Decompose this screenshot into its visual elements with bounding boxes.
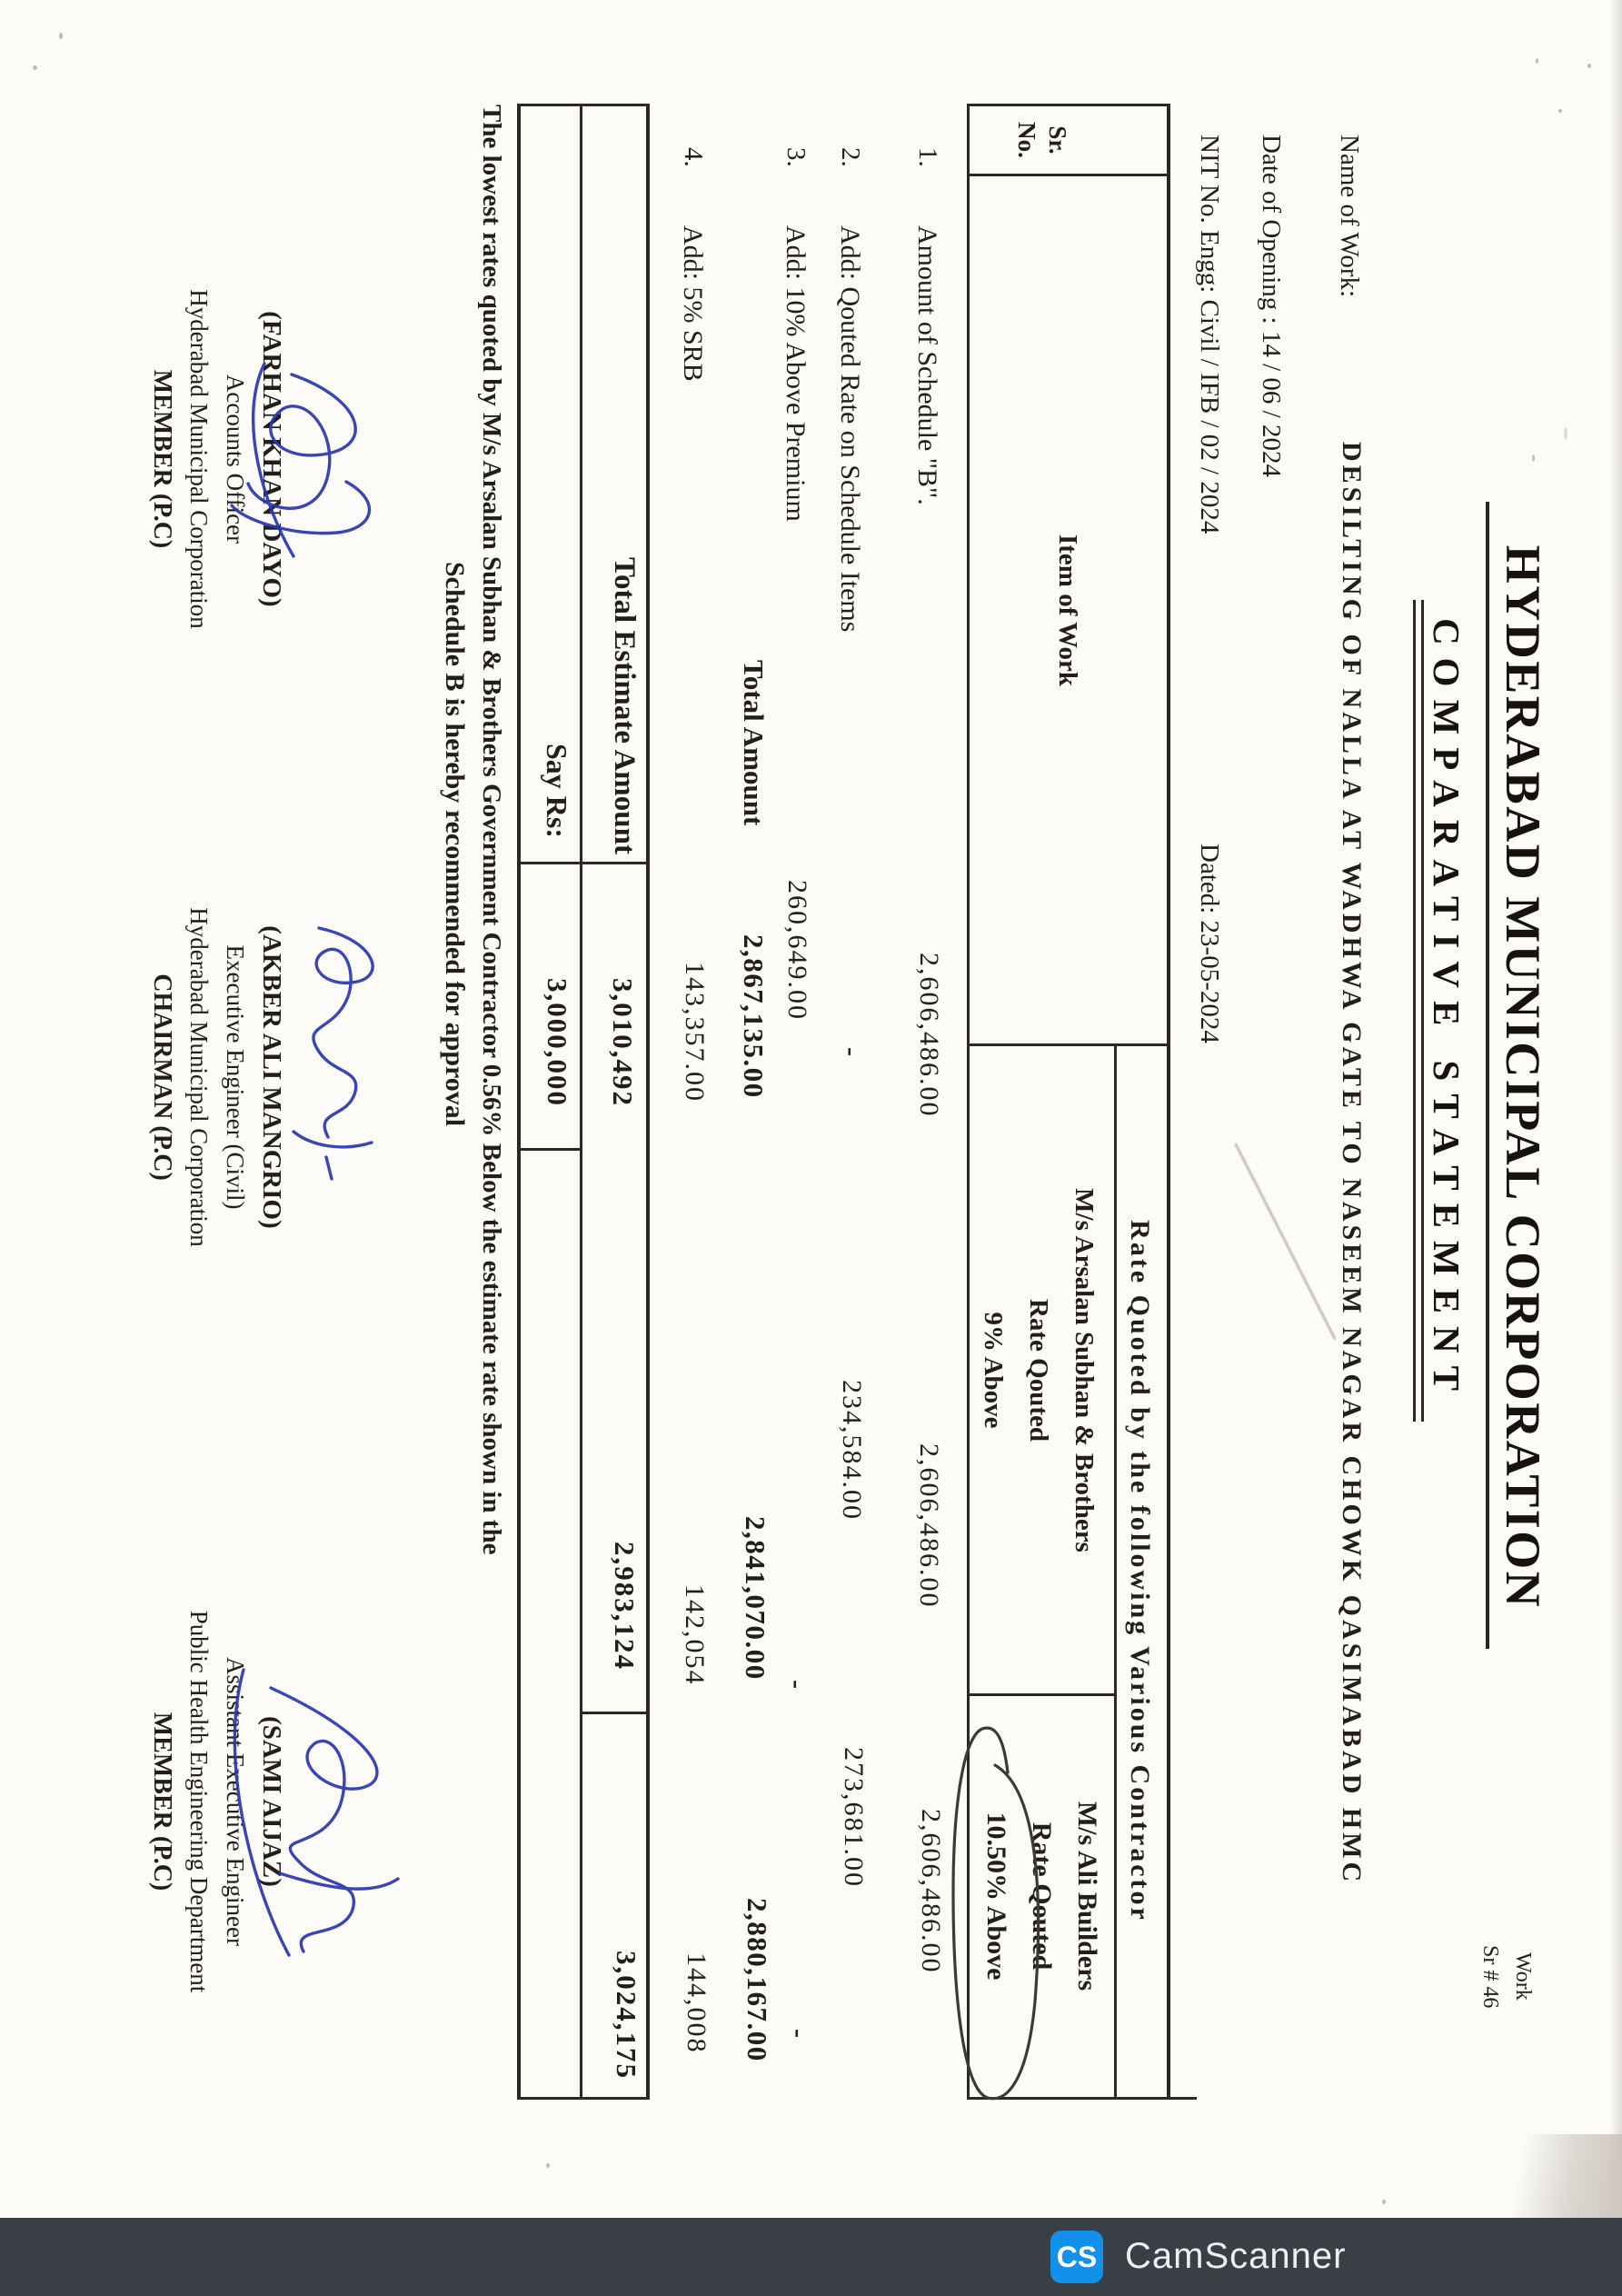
scan-speckle	[1558, 109, 1562, 113]
col-header-sr-line2: No.	[1013, 122, 1040, 158]
row4-contractor2: 144,008	[682, 1952, 711, 2054]
te-box-bottom	[580, 104, 582, 2100]
signature-ink-3	[227, 1650, 427, 1959]
total-estimate-contractor1: 2,983,124	[609, 1542, 641, 1671]
te-box-top	[646, 104, 650, 2100]
signatory-3-org: Public Health Engineering Department	[185, 1610, 213, 1993]
scan-right-edge-shadow	[1609, 0, 1622, 2218]
box-right-border	[517, 2097, 650, 2100]
signatory-2	[144, 804, 290, 1350]
signature-ink-1	[221, 345, 403, 573]
sayrs-value-divider	[517, 1148, 582, 1151]
work-label: Work	[1511, 1952, 1535, 2001]
box-left-border	[517, 104, 650, 106]
nit-number: NIT No. Engg: Civil / IFB / 02 / 2024	[1195, 135, 1224, 534]
col-header-contractor1-name: M/s Arsalan Subhan & Brothers	[1070, 1188, 1099, 1552]
row4-sr: 4.	[679, 147, 708, 167]
row3-item: Add: 10% Above Premium	[781, 225, 811, 522]
row3-contractor1: -	[782, 1680, 812, 1689]
col-header-sr	[1011, 104, 1073, 176]
row2-estimate: -	[837, 1047, 867, 1056]
col-header-sr-line1: Sr.	[1044, 125, 1071, 155]
scan-speckle	[1532, 454, 1535, 462]
row4-estimate: 143,357.00	[680, 962, 710, 1103]
signatory-3-role: Assistant Executive Engineer	[222, 1657, 249, 1946]
signatory-2-role: Executive Engineer (Civil)	[222, 944, 249, 1210]
subtitle-underline-2	[1413, 600, 1416, 1422]
hand-circle-annotation	[948, 1702, 1048, 2112]
scan-speckle	[546, 2163, 550, 2168]
scan-speckle	[1536, 58, 1538, 64]
say-rs-value: 3,000,000	[542, 978, 573, 1107]
col-header-contractor1-rate-value: 9% Above	[979, 1312, 1008, 1429]
row2-item: Add: Qouted Rate on Schedule Items	[835, 225, 865, 633]
col-header-contractor1-rate-label: Rate Qouted	[1024, 1298, 1053, 1442]
title-underline	[1486, 502, 1489, 1649]
name-of-work-label: Name of Work:	[1335, 135, 1364, 298]
signatory-1-org: Hyderabad Municipal Corporation	[185, 289, 213, 629]
total-amount-contractor2: 2,880,167.00	[741, 1898, 773, 2062]
row1-sr: 1.	[913, 147, 942, 167]
subtitle-underline-1	[1421, 600, 1424, 1422]
box-label-divider	[517, 862, 650, 864]
col-header-contractor2-name: M/s Ali Builders	[1072, 1801, 1102, 1992]
name-of-work-value: DESILTING OF NALLA AT WADHWA GATE TO NASEEM NAGAR CHOWK QASIMABAD HMC	[1337, 442, 1367, 1886]
row3-contractor2: -	[784, 2029, 814, 2038]
scan-speckle	[33, 65, 37, 70]
camscanner-app-name: CamScanner	[1125, 2236, 1347, 2276]
total-estimate-contractor2: 3,024,175	[611, 1951, 642, 2080]
row1-estimate: 2,606,486.00	[914, 953, 944, 1118]
work-sr-number: Sr # 46	[1478, 1945, 1502, 2009]
row3-sr: 3.	[781, 147, 811, 167]
table-top-border	[1167, 104, 1170, 2100]
total-amount-label: Total Amount	[738, 660, 770, 826]
signatory-2-seat: CHAIRMAN (P.C)	[148, 973, 176, 1181]
total-amount-estimate: 2,867,135.00	[738, 934, 770, 1099]
scan-speckle	[1564, 427, 1567, 440]
row2-sr: 2.	[836, 147, 865, 167]
fold-crease	[1234, 1143, 1337, 1340]
scan-speckle	[59, 33, 63, 39]
nit-dated: Dated: 23-05-2024	[1195, 844, 1224, 1043]
row3-estimate: 260,649.00	[782, 880, 812, 1021]
signature-ink-2	[270, 913, 406, 1186]
camscanner-logo-icon: CS	[1050, 2231, 1103, 2283]
col-header-contractor2-rate-label: Rate Qouted	[1027, 1822, 1057, 1971]
signatory-1-role: Accounts Officer	[222, 374, 249, 544]
row1-contractor2: 2,606,486.00	[916, 1809, 946, 1974]
recommendation-line2: Schedule B is hereby recommended for approval	[440, 562, 470, 1127]
sayrs-box-bottom	[517, 104, 521, 2100]
scan-speckle	[1382, 2200, 1386, 2204]
signatory-1-seat: MEMBER (P.C)	[148, 369, 176, 549]
scan-speckle	[1587, 64, 1591, 68]
row2-contractor2: 273,681.00	[839, 1747, 869, 1888]
say-rs-label: Say Rs:	[541, 744, 573, 839]
camscanner-footer-bar	[0, 2218, 1622, 2296]
col-header-contractor2-rate-value: 10.50% Above	[981, 1812, 1011, 1981]
col-header-rate-quoted-span: Rate Quoted by the following Various Contractor	[1125, 1220, 1155, 1922]
row2-contractor1: 234,584.00	[837, 1380, 867, 1521]
signatory-3-seat: MEMBER (P.C)	[148, 1712, 176, 1892]
row4-item: Add: 5% SRB	[678, 225, 708, 382]
total-amount-contractor1: 2,841,070.00	[740, 1516, 771, 1681]
row1-contractor1: 2,606,486.00	[914, 1443, 944, 1609]
span-header-underline	[1114, 1045, 1117, 2098]
page-title: HYDERABAD MUNICIPAL CORPORATION	[1496, 544, 1550, 1610]
signatory-1-name: (FARHAN KHAN DAYO)	[257, 311, 286, 607]
te-contractor-divider	[580, 1712, 650, 1714]
date-of-opening: Date of Opening : 14 / 06 / 2024	[1257, 135, 1286, 477]
scan-page-corner	[1431, 2134, 1622, 2218]
signatory-2-org: Hyderabad Municipal Corporation	[185, 907, 213, 1247]
row4-contractor1: 142,054	[680, 1584, 710, 1686]
page-subtitle: COMPARATIVE STATEMENT	[1426, 618, 1468, 1403]
row1-item: Amount of Schedule "B".	[912, 225, 942, 505]
signatory-3-name: (SAMI AIJAZ)	[257, 1716, 286, 1887]
total-estimate-estimate: 3,010,492	[607, 978, 639, 1107]
recommendation-line1: The lowest rates quoted by M/s Arsalan Subhan & Brothers Government Contractor 0.56% Below the estimate rate shown in the	[477, 105, 506, 1555]
total-estimate-label: Total Estimate Amount	[608, 557, 641, 854]
col-header-item-of-work: Item of Work	[1053, 534, 1082, 686]
signatory-2-name: (AKBER ALI MANGRIO)	[257, 925, 286, 1229]
